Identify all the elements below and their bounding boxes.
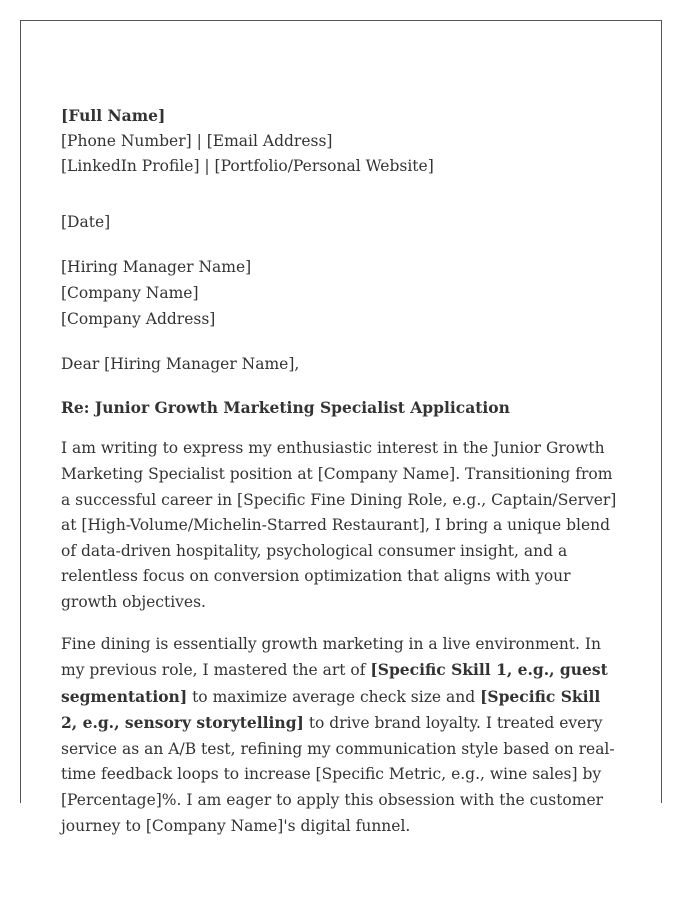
sender-links-line: [LinkedIn Profile] | [Portfolio/Personal Website] (61, 157, 434, 176)
date-text: [Date] (61, 212, 111, 231)
paragraph-2-skill-2: [Specific Skill 2, e.g., sensory storytelling] (61, 686, 601, 733)
salutation-text: Dear [Hiring Manager Name], (61, 355, 300, 374)
paragraph-2-skill-1: [Specific Skill 1, e.g., guest segmentation] (61, 660, 608, 706)
subject-text: Re: Junior Growth Marketing Specialist Application (61, 397, 510, 417)
salutation (61, 352, 621, 378)
letter-page (20, 20, 662, 835)
sender-header (61, 103, 621, 180)
recipient-company-address: [Company Address] (61, 309, 216, 328)
letter-date (61, 210, 621, 236)
paragraph-2-text-part-1: Fine dining is essentially growth marketing in a live environment. In my previous role, I mastered the art of (61, 634, 601, 680)
letter-content (61, 103, 621, 839)
paragraph-2-text-part-2: to maximize average check size and (187, 687, 481, 706)
sender-contact-line: [Phone Number] | [Email Address] (61, 131, 333, 150)
sender-full-name: [Full Name] (61, 106, 166, 125)
recipient-manager-name: [Hiring Manager Name] (61, 258, 252, 277)
recipient-block (61, 255, 621, 332)
body-paragraph-2 (61, 632, 621, 840)
recipient-company-name: [Company Name] (61, 283, 199, 302)
subject-line (61, 395, 621, 421)
body-paragraph-1: I am writing to express my enthusiastic interest in the Junior Growth Marketing Specialist position at [Company Name]. Transitioning from a successful career in [Specific Fine Dining Role, e.g., Captain/Server] at [High-Volume/Michelin-Starred Restaurant], I bring a unique blend of data-driven hospitality, psychological consumer insight, and a relentless focus on conversion optimization that aligns with your growth objectives. (61, 439, 617, 611)
paragraph-2-text-part-3: to drive brand loyalty. I treated every service as an A/B test, refining my communication style based on real-time feedback loops to increase [Specific Metric, e.g., wine sales] by [Percentage]%. I am eager to apply this obsession with the customer journey to [Company Name]'s digital funnel. (61, 714, 615, 835)
